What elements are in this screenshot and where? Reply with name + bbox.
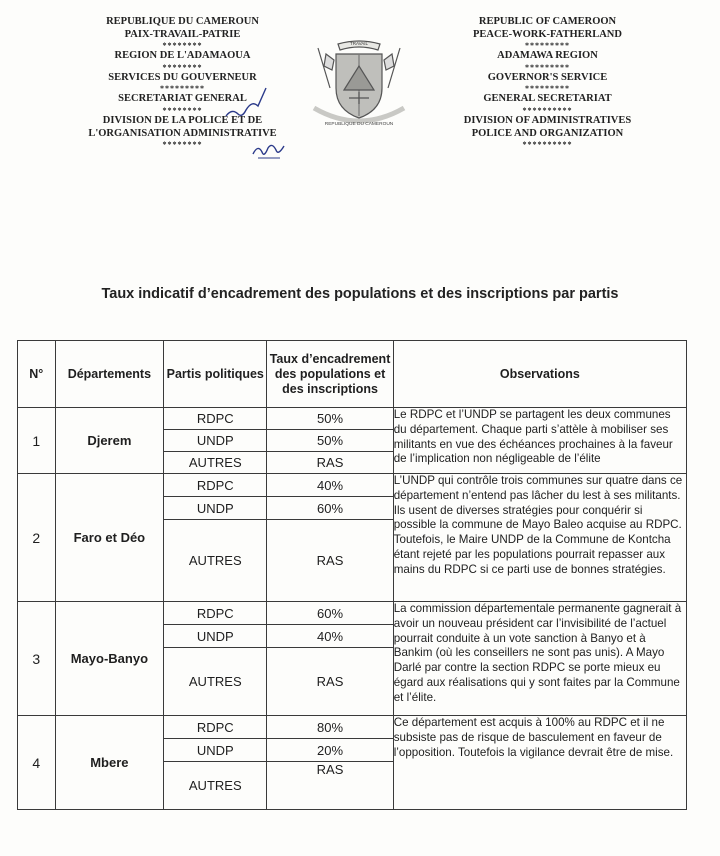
row-number: 2 [18,474,56,602]
header-separator: ******** [162,62,203,72]
table-header-row [18,341,687,408]
observation-text: Le RDPC et l’UNDP se partagent les deux communes du département. Chaque parti s’attèle à mobiliser ses militants en vue des échéances prochaines à la faveur de l’implication non négligeable de l’élite [393,408,686,474]
party-name: AUTRES [164,520,267,602]
header-right-line: ADAMAWA REGION [497,50,598,62]
header-separator: ********** [522,105,573,115]
header-right-line: DIVISION OF ADMINISTRATIVES [463,114,632,126]
party-name: UNDP [164,739,267,762]
header-left-line: PAIX-TRAVAIL-PATRIE [124,28,241,40]
party-name: AUTRES [164,648,267,716]
department-name: Djerem [55,408,164,474]
party-rate: RAS [267,520,393,602]
header-departments: Départements [55,341,164,408]
header-left-line: REGION DE L'ADAMAOUA [114,50,251,62]
header-right-line: GOVERNOR'S SERVICE [487,71,608,83]
party-rate: RAS [267,648,393,716]
party-rate: 40% [267,474,393,497]
row-number: 4 [18,716,56,810]
coat-of-arms-seal [304,30,414,130]
seal-ring-text: REPUBLIQUE DU CAMEROUN [324,122,394,127]
table-row [18,408,687,430]
header-separator: ******** [162,105,203,115]
department-name: Mayo-Banyo [55,602,164,716]
party-rate: 50% [267,430,393,452]
observation-text: L’UNDP qui contrôle trois communes sur quatre dans ce département n’entend pas lâcher du lest à ses militants. Ils usent de diverses stratégies pour conquérir si possible la commune de Mayo Baleo acquise au RDPC. Toutefois, le Maire UNDP de la Commune de Kontcha étant rejeté par les populations pourrait repasser aux mains du RDPC si ce parti use de bonnes stratégies. [393,474,686,602]
header-right-line: REPUBLIC OF CAMEROON [478,16,617,27]
header-separator: ********* [525,41,570,51]
header-number: N° [18,341,56,408]
header-rates: Taux d’encadrement des populations et des inscriptions [267,341,393,408]
party-name: AUTRES [164,762,267,810]
table-row [18,474,687,497]
header-left-line: SERVICES DU GOUVERNEUR [108,71,257,83]
party-name: RDPC [164,408,267,430]
header-parties: Partis politiques [164,341,267,408]
party-name: RDPC [164,602,267,625]
document-title: Taux indicatif d’encadrement des populations et des inscriptions par partis [101,286,619,302]
party-name: UNDP [164,430,267,452]
party-name: AUTRES [164,452,267,474]
row-number: 3 [18,602,56,716]
department-name: Mbere [55,716,164,810]
party-name: UNDP [164,625,267,648]
party-name: UNDP [164,497,267,520]
header-separator: ******** [162,41,203,51]
header-right-line: GENERAL SECRETARIAT [483,93,612,105]
party-rate: 50% [267,408,393,430]
party-rate: 60% [267,602,393,625]
header-left-line: L'ORGANISATION ADMINISTRATIVE [88,127,277,139]
party-name: RDPC [164,716,267,739]
seal-banner-text: TRAVAIL [349,41,369,46]
row-number: 1 [18,408,56,474]
party-name: RDPC [164,474,267,497]
header-separator: ********* [160,84,205,94]
party-rate: RAS [267,762,393,810]
header-observations: Observations [393,341,686,408]
header-left-line: DIVISION DE LA POLICE ET DE [102,114,263,126]
observation-text: La commission départementale permanente gagnerait à avoir un nouveau président car l’invisibilité de l’actuel pourrait conduite à un vote sanction à Banyo et à Bankim (où les conseillers ne sont pas unis). A Mayo Darlé par contre la section RDPC se porte mieux eu égard aux réalisations qui y sont faites par la Commune et l’élite. [393,602,686,716]
header-separator: ********** [522,140,573,150]
party-rates-table [17,340,687,810]
party-rate: 40% [267,625,393,648]
header-separator: ********* [525,84,570,94]
header-left-line: REPUBLIQUE DU CAMEROUN [106,16,259,27]
header-right-line: POLICE AND ORGANIZATION [471,127,624,139]
table-row [18,716,687,739]
party-rate: 80% [267,716,393,739]
party-rate: 60% [267,497,393,520]
header-separator: ********* [525,62,570,72]
header-left-block [70,16,295,149]
header-right-line: PEACE-WORK-FATHERLAND [473,28,622,40]
table-row [18,602,687,625]
header-right-block [435,16,660,149]
party-rate: RAS [267,452,393,474]
signature-initials-2 [250,138,286,164]
department-name: Faro et Déo [55,474,164,602]
party-rate: 20% [267,739,393,762]
header-left-line: SECRETARIAT GENERAL [118,93,247,105]
observation-text: Ce département est acquis à 100% au RDPC et il ne subsiste pas de risque de basculement en faveur de l’opposition. Toutefois la vigilance devrait être de mise. [393,716,686,810]
signature-initials-1 [222,86,268,124]
header-separator: ******** [162,140,203,150]
